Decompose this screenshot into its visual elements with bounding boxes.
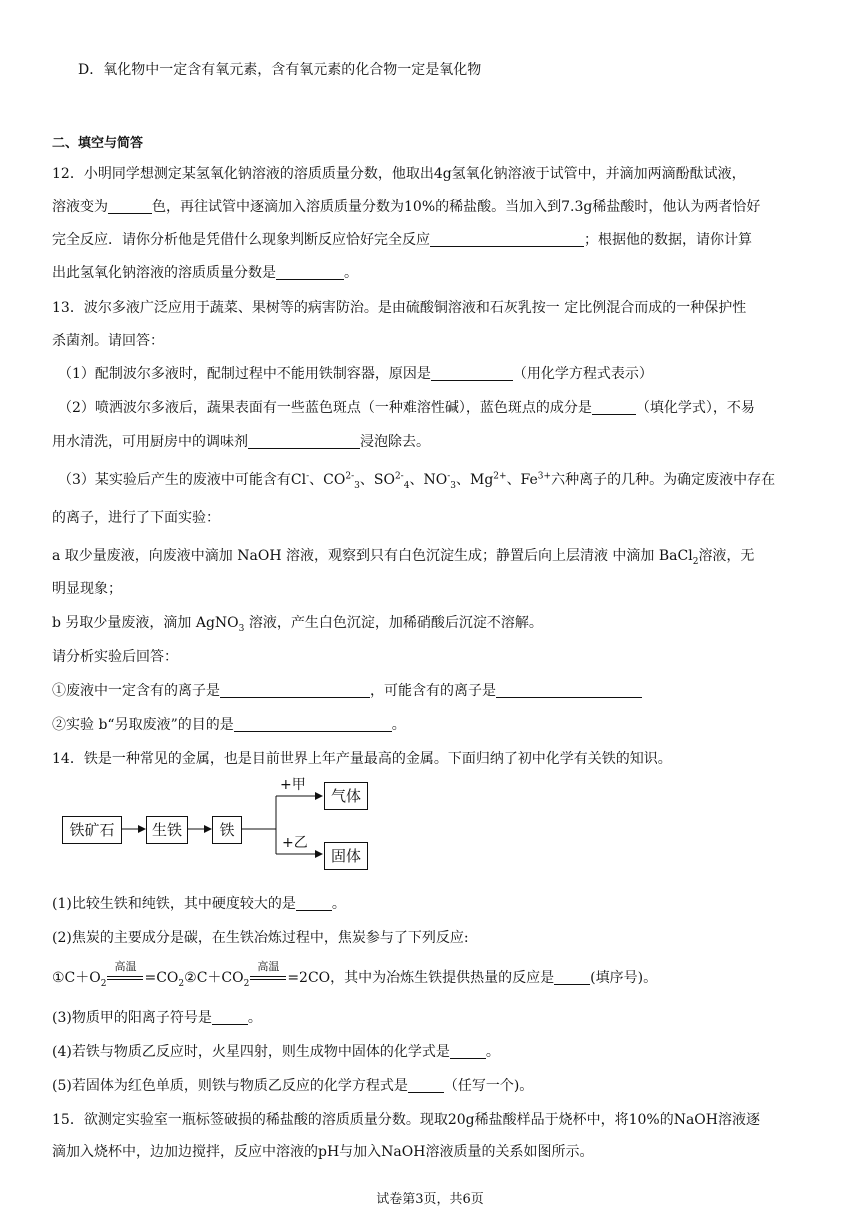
q13-part-1: （1）配制波尔多液时，配制过程中不能用铁制容器，原因是 （用化学方程式表示） (58, 366, 653, 382)
q14-sub-1: (1)比较生铁和纯铁，其中硬度较大的是 。 (52, 896, 346, 912)
q13-exp-b: b 另取少量废液，滴加 AgNO$_3$ 溶液，产生白色沉淀，加稀硝酸后沉淀不溶解。 (52, 615, 543, 634)
reagent-a-label: +甲 (280, 777, 306, 793)
q13-part-2: （2）喷洒波尔多液后，蔬果表面有一些蓝色斑点（一种难溶性碱），蓝色斑点的成分是 （填化学式），不易 (58, 400, 755, 416)
answer-blank[interactable] (108, 198, 152, 214)
answer-blank[interactable] (554, 969, 590, 985)
answer-blank[interactable] (430, 231, 584, 247)
q13-line-1: 13．波尔多液广泛应用于蔬菜、果树等的病害防治。是由硫酸铜溶液和石灰乳按一 定比例混合而成的一种保护性 (52, 300, 747, 316)
q12-line-2: 溶液变为 色，再往试管中逐滴加入溶质质量分数为10%的稀盐酸。当加入到7.3g稀盐酸时，他认为两者恰好 (52, 199, 761, 215)
q13-part-3: （3）某实验后产生的废液中可能含有Cl-、$CO^{2-}_3$、$SO^{2-}_4$、$NO^-_3$、$Mg^{2+}$、$Fe^{3+}$六种离子的几种。为确定废液中存在 (58, 471, 776, 491)
answer-blank[interactable] (234, 716, 392, 732)
answer-blank[interactable] (296, 895, 332, 911)
q13-part-3-cont: 的离子，进行了下面实验： (52, 510, 220, 526)
answer-blank[interactable] (212, 1009, 248, 1025)
q14-equations: $①C+O_2$ 高温 $=CO_2②C+CO_2$ 高温 =2CO，其中为冶炼生铁提供热量的反应是 (填序号)。 (52, 960, 658, 989)
answer-blank[interactable] (248, 433, 360, 449)
answer-blank[interactable] (496, 682, 642, 698)
q13-answer-2: ②实验 b“另取废液”的目的是 。 (52, 717, 406, 733)
q11-option-d: D．氧化物中一定含有氧元素，含有氧元素的化合物一定是氧化物 (78, 62, 482, 78)
answer-blank[interactable] (276, 264, 344, 280)
answer-blank[interactable] (408, 1077, 444, 1093)
iron-box: 铁 (212, 816, 242, 844)
q13-exp-a: a 取少量废液，向废液中滴加 NaOH 溶液，观察到只有白色沉淀生成；静置后向上层清液 中滴加 BaCl$_2$溶液，无 (52, 548, 755, 567)
answer-blank[interactable] (450, 1043, 486, 1059)
q13-exp-a-cont: 明显现象； (52, 581, 122, 597)
answer-blank[interactable] (592, 399, 636, 415)
q15-line-2: 滴加入烧杯中，边加边搅拌，反应中溶液的pH与加入NaOH溶液质量的关系如图所示。 (52, 1144, 594, 1160)
solid-box: 固体 (324, 842, 368, 870)
q12-line-1: 12．小明同学想测定某氢氧化钠溶液的溶质质量分数，他取出4g氢氧化钠溶液于试管中，并滴加两滴酚酞试液， (52, 166, 746, 182)
q14-sub-5: (5)若固体为红色单质，则铁与物质乙反应的化学方程式是 （任写一个)。 (52, 1078, 534, 1094)
q13-part-2-cont: 用水清洗，可用厨房中的调味剂 浸泡除去。 (52, 434, 430, 450)
ore-box: 铁矿石 (62, 816, 122, 844)
page-footer: 试卷第3页，共6页 (376, 1192, 484, 1207)
q14-line-1: 14．铁是一种常见的金属，也是目前世界上年产量最高的金属。下面归纳了初中化学有关铁的知识。 (52, 751, 672, 767)
q14-sub-4: (4)若铁与物质乙反应时，火星四射，则生成物中固体的化学式是 。 (52, 1044, 500, 1060)
q15-line-1: 15．欲测定实验室一瓶标签破损的稀盐酸的溶质质量分数。现取20g稀盐酸样品于烧杯中，将10%的NaOH溶液逐 (52, 1112, 760, 1128)
q14-sub-2: (2)焦炭的主要成分是碳，在生铁冶炼过程中，焦炭参与了下列反应: (52, 930, 469, 946)
section-title: 二、填空与简答 (52, 136, 144, 151)
condition-mark: 高温 (250, 966, 286, 986)
q12-line-3: 完全反应．请你分析他是凭借什么现象判断反应恰好完全反应 ；根据他的数据，请你计算 (52, 232, 752, 248)
q14-sub-3: (3)物质甲的阳离子符号是 。 (52, 1010, 262, 1026)
pig-iron-box: 生铁 (146, 816, 188, 844)
q13-answer-1: ①废液中一定含有的离子是 ，可能含有的离子是 (52, 681, 642, 701)
answer-blank[interactable] (220, 682, 370, 698)
reagent-b-label: +乙 (282, 835, 308, 851)
q12-line-4: 出此氢氧化钠溶液的溶质质量分数是 。 (52, 265, 358, 281)
gas-box: 气体 (324, 782, 368, 810)
q13-ask: 请分析实验后回答： (52, 649, 178, 665)
answer-blank[interactable] (431, 365, 513, 381)
condition-mark: 高温 (107, 966, 143, 986)
q13-line-2: 杀菌剂。请回答： (52, 333, 164, 349)
iron-flow-diagram (52, 776, 392, 876)
